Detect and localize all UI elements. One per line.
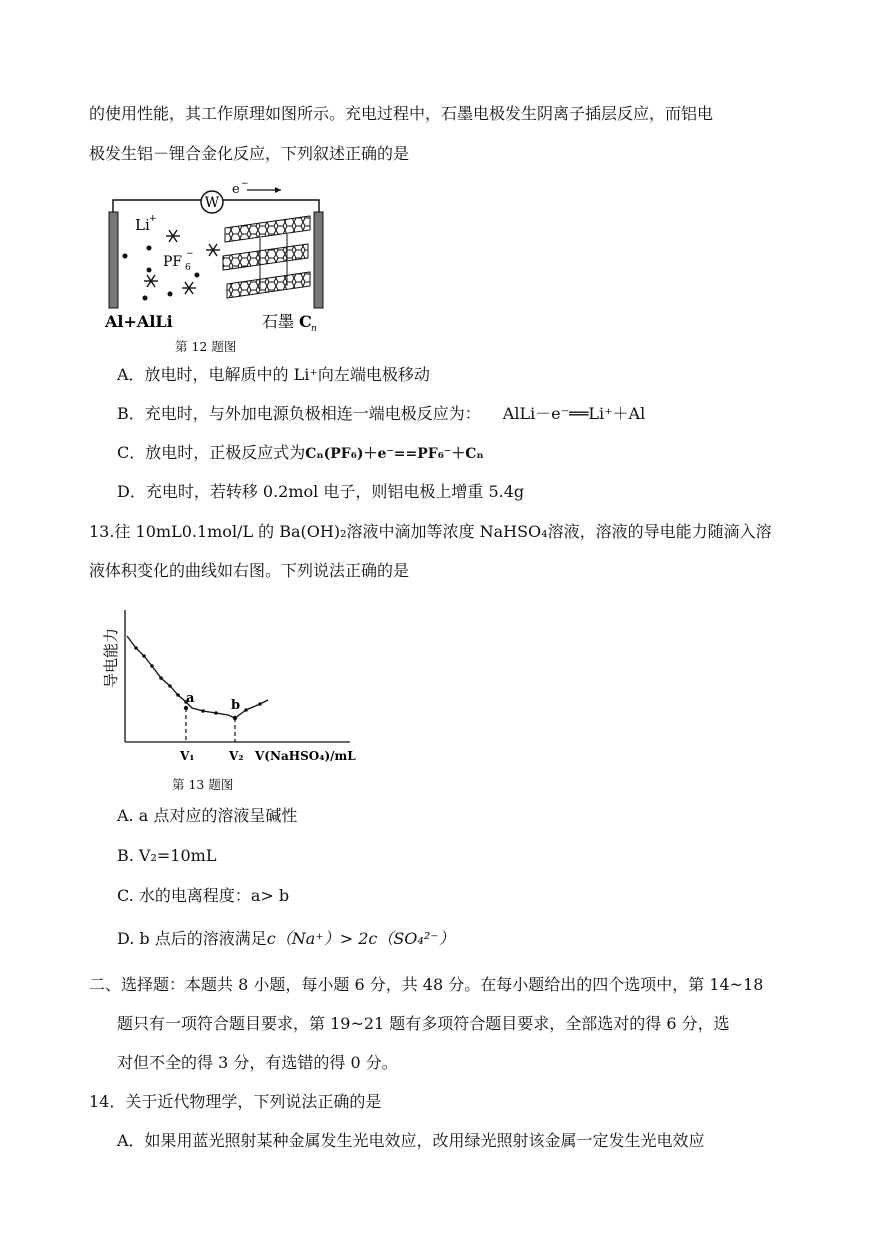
q13-option-b: B. V₂=10mL (117, 846, 217, 865)
q13-option-d: D. b 点后的溶液满足c（Na⁺）> 2c（SO₄²⁻） (117, 929, 455, 948)
meter-label: W (204, 195, 220, 211)
curve-points (134, 646, 262, 715)
graphite-electrode (314, 212, 323, 308)
section2-line-3: 对但不全的得 3 分，有选错的得 0 分。 (117, 1053, 398, 1072)
svg-text:b: b (231, 698, 241, 713)
svg-text:n: n (311, 324, 317, 334)
li-ion-label: Li (135, 216, 150, 234)
electron-label: e (232, 182, 240, 197)
x-axis-label: V(NaHSO₄)/mL (255, 749, 356, 763)
fig13-caption: 第 13 题图 (172, 777, 234, 792)
q13-option-c: C. 水的电离程度：a> b (117, 886, 290, 905)
q12-option-c: C．放电时，正极反应式为Cₙ(PF₆)＋e⁻==PF₆⁻＋Cₙ (117, 443, 484, 462)
battery-diagram (105, 178, 335, 343)
graphite-label: 石墨 (262, 312, 295, 331)
q12-option-b: B．充电时，与外加电源负极相连一端电极反应为： AlLi－e⁻══Li⁺＋Al (117, 404, 646, 423)
al-electrode-label: Al+AlLi (105, 312, 173, 331)
svg-text:C: C (299, 312, 312, 331)
q13-stem-2: 液体积变化的曲线如右图。下列说法正确的是 (89, 561, 410, 580)
section2-line-1: 二、选择题：本题共 8 小题，每小题 6 分，共 48 分。在每小题给出的四个选项中，第 14~18 (89, 975, 764, 994)
pf6-label: PF (163, 254, 183, 270)
conductivity-curve (127, 636, 268, 718)
q13-stem-1: 13.往 10mL0.1mol/L 的 Ba(OH)₂溶液中滴加等浓度 NaHSO₄溶液，溶液的导电能力随滴入溶 (89, 522, 772, 541)
y-axis-label: 导电能力 (102, 627, 120, 689)
svg-text:−: − (241, 179, 249, 189)
q13-option-a: A. a 点对应的溶液呈碱性 (117, 806, 298, 825)
q14-stem: 14．关于近代物理学，下列说法正确的是 (89, 1092, 382, 1111)
intro-line-1: 的使用性能，其工作原理如图所示。充电过程中，石墨电极发生阴离子插层反应，而铝电 (89, 104, 714, 123)
svg-text:a: a (186, 691, 195, 706)
q12-option-a: A．放电时，电解质中的 Li⁺向左端电极移动 (117, 365, 430, 384)
section2-line-2: 题只有一项符合题目要求，第 19~21 题有多项符合题目要求，全部选对的得 6 分，选 (117, 1014, 730, 1033)
fig12-caption: 第 12 题图 (175, 339, 237, 354)
q14-option-a: A．如果用蓝光照射某种金属发生光电效应，改用绿光照射该金属一定发生光电效应 (117, 1131, 705, 1150)
svg-text:6: 6 (185, 263, 191, 273)
conductivity-chart (100, 600, 370, 770)
svg-text:−: − (186, 249, 194, 259)
intro-line-2: 极发生铝－锂合金化反应，下列叙述正确的是 (89, 144, 410, 163)
graphite-layers (223, 216, 310, 298)
al-electrode (109, 212, 118, 308)
v2-label: V₂ (229, 749, 244, 763)
svg-text:+: + (149, 214, 157, 224)
v1-label: V₁ (180, 749, 195, 763)
q12-option-d: D．充电时，若转移 0.2mol 电子，则铝电极上增重 5.4g (117, 482, 525, 501)
